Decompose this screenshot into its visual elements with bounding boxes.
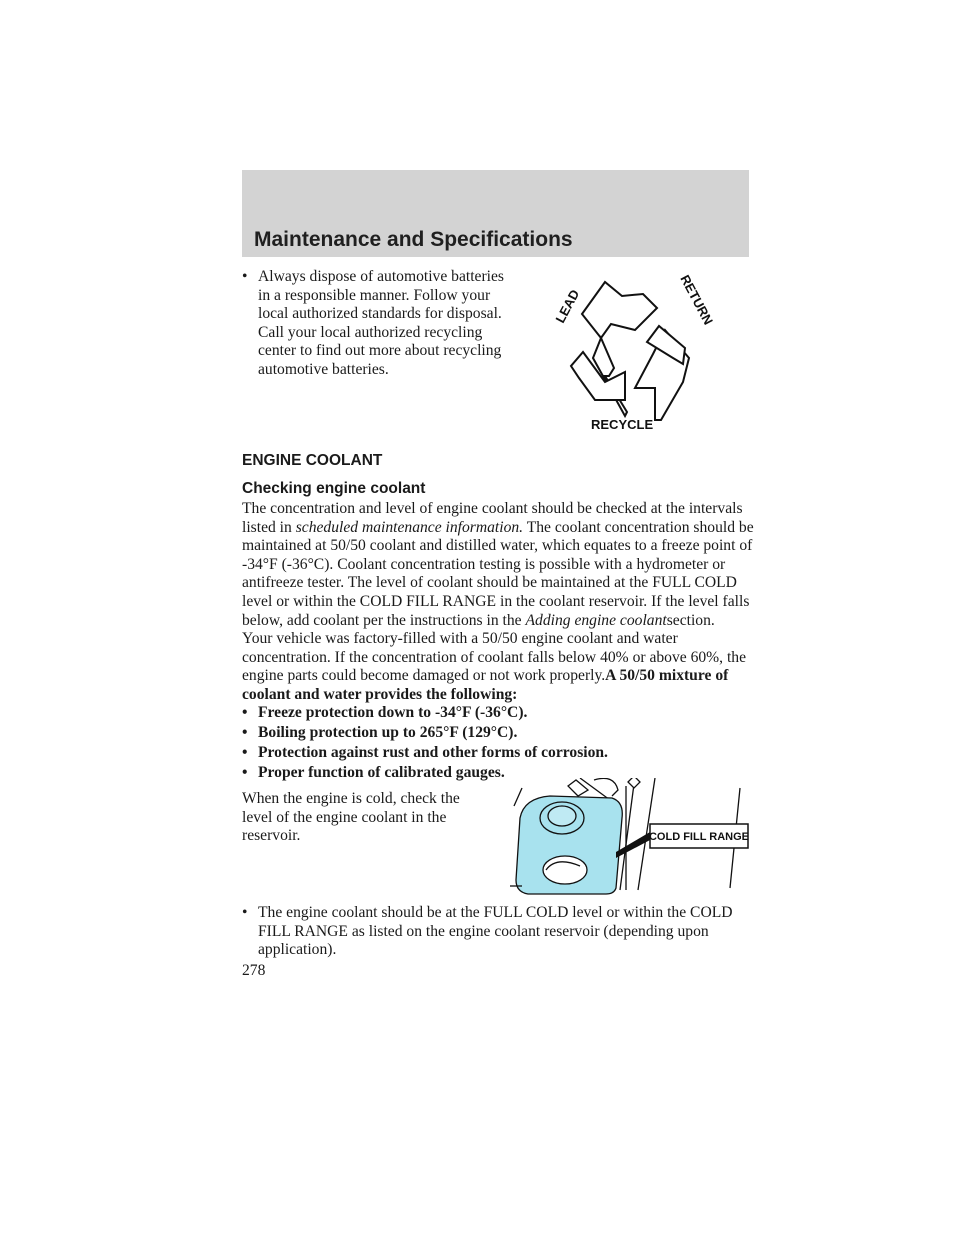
battery-disposal-text: Always dispose of automotive batteries in a responsible manner. Follow your local authorized standards for disposal. Call your local authorized recycling center to find out more about recycling automotive batteries. [258, 268, 504, 378]
list-item [242, 724, 754, 743]
bullet-marker: • [242, 724, 248, 741]
list-item [242, 704, 754, 723]
para1-text-a: The concentration and level of engine coolant should be checked at the intervals listed in [242, 500, 743, 536]
adding-coolant-ref: Adding engine coolant [525, 611, 667, 629]
recycle-figure [535, 272, 735, 437]
lead-label: LEAD [552, 287, 583, 326]
coolant-level-bullet [242, 904, 754, 960]
recycle-label: RECYCLE [591, 417, 654, 432]
list-item-text: Boiling protection up to 265°F (129°C). [258, 724, 518, 741]
scheduled-maintenance-ref: scheduled maintenance information. [295, 518, 524, 536]
return-label: RETURN [677, 272, 717, 328]
recycle-arrows-icon [571, 282, 689, 420]
bullet-marker: • [242, 764, 248, 781]
coolant-check-paragraph [242, 500, 754, 630]
coolant-level-text: The engine coolant should be at the FULL COLD level or within the COLD FILL RANGE as listed on the engine coolant reservoir (depending upon application). [258, 904, 733, 959]
cold-fill-range-callout [616, 824, 749, 858]
para2-text-a: Your vehicle was factory-filled with a 50/50 engine coolant and water concentration. If the concentration of coolant falls below 40% or above 60%, the engine parts could become damaged or not work properly. [242, 630, 747, 685]
subsection-title: Checking engine coolant [242, 480, 426, 497]
list-item-text: Freeze protection down to -34°F (-36°C). [258, 704, 528, 721]
section-title: ENGINE COOLANT [242, 452, 383, 469]
bullet-marker: • [242, 744, 248, 761]
list-item-text: Protection against rust and other forms of corrosion. [258, 744, 608, 761]
coolant-reservoir-figure [510, 778, 750, 896]
battery-disposal-bullet [242, 268, 512, 380]
para2-text-b: A 50/50 mixture of coolant and water provides the following: [242, 667, 729, 703]
para1-text-c: The coolant concentration should be maintained at 50/50 coolant and distilled water, which equates to a freeze point of -34°F (-36°C). Coolant concentration testing is possible with a hydrometer or antifreeze tester. The level of coolant should be maintained at the FULL COLD level or within the COLD FILL RANGE in the coolant reservoir. If the level falls below, add coolant per the instructions in the [242, 518, 754, 629]
list-item-text: Proper function of calibrated gauges. [258, 764, 505, 781]
page-number: 278 [242, 962, 266, 979]
para1-text-e: section. [666, 611, 715, 629]
header-title: Maintenance and Specifications [254, 228, 573, 251]
bullet-marker: • [242, 268, 248, 285]
callout-label: COLD FILL RANGE [648, 831, 750, 843]
page-header [242, 170, 749, 257]
bullet-marker: • [242, 904, 248, 921]
cold-check-paragraph: When the engine is cold, check the level of the engine coolant in the reservoir. [242, 790, 460, 845]
factory-fill-paragraph [242, 630, 754, 704]
list-item [242, 744, 754, 763]
bullet-marker: • [242, 704, 248, 721]
